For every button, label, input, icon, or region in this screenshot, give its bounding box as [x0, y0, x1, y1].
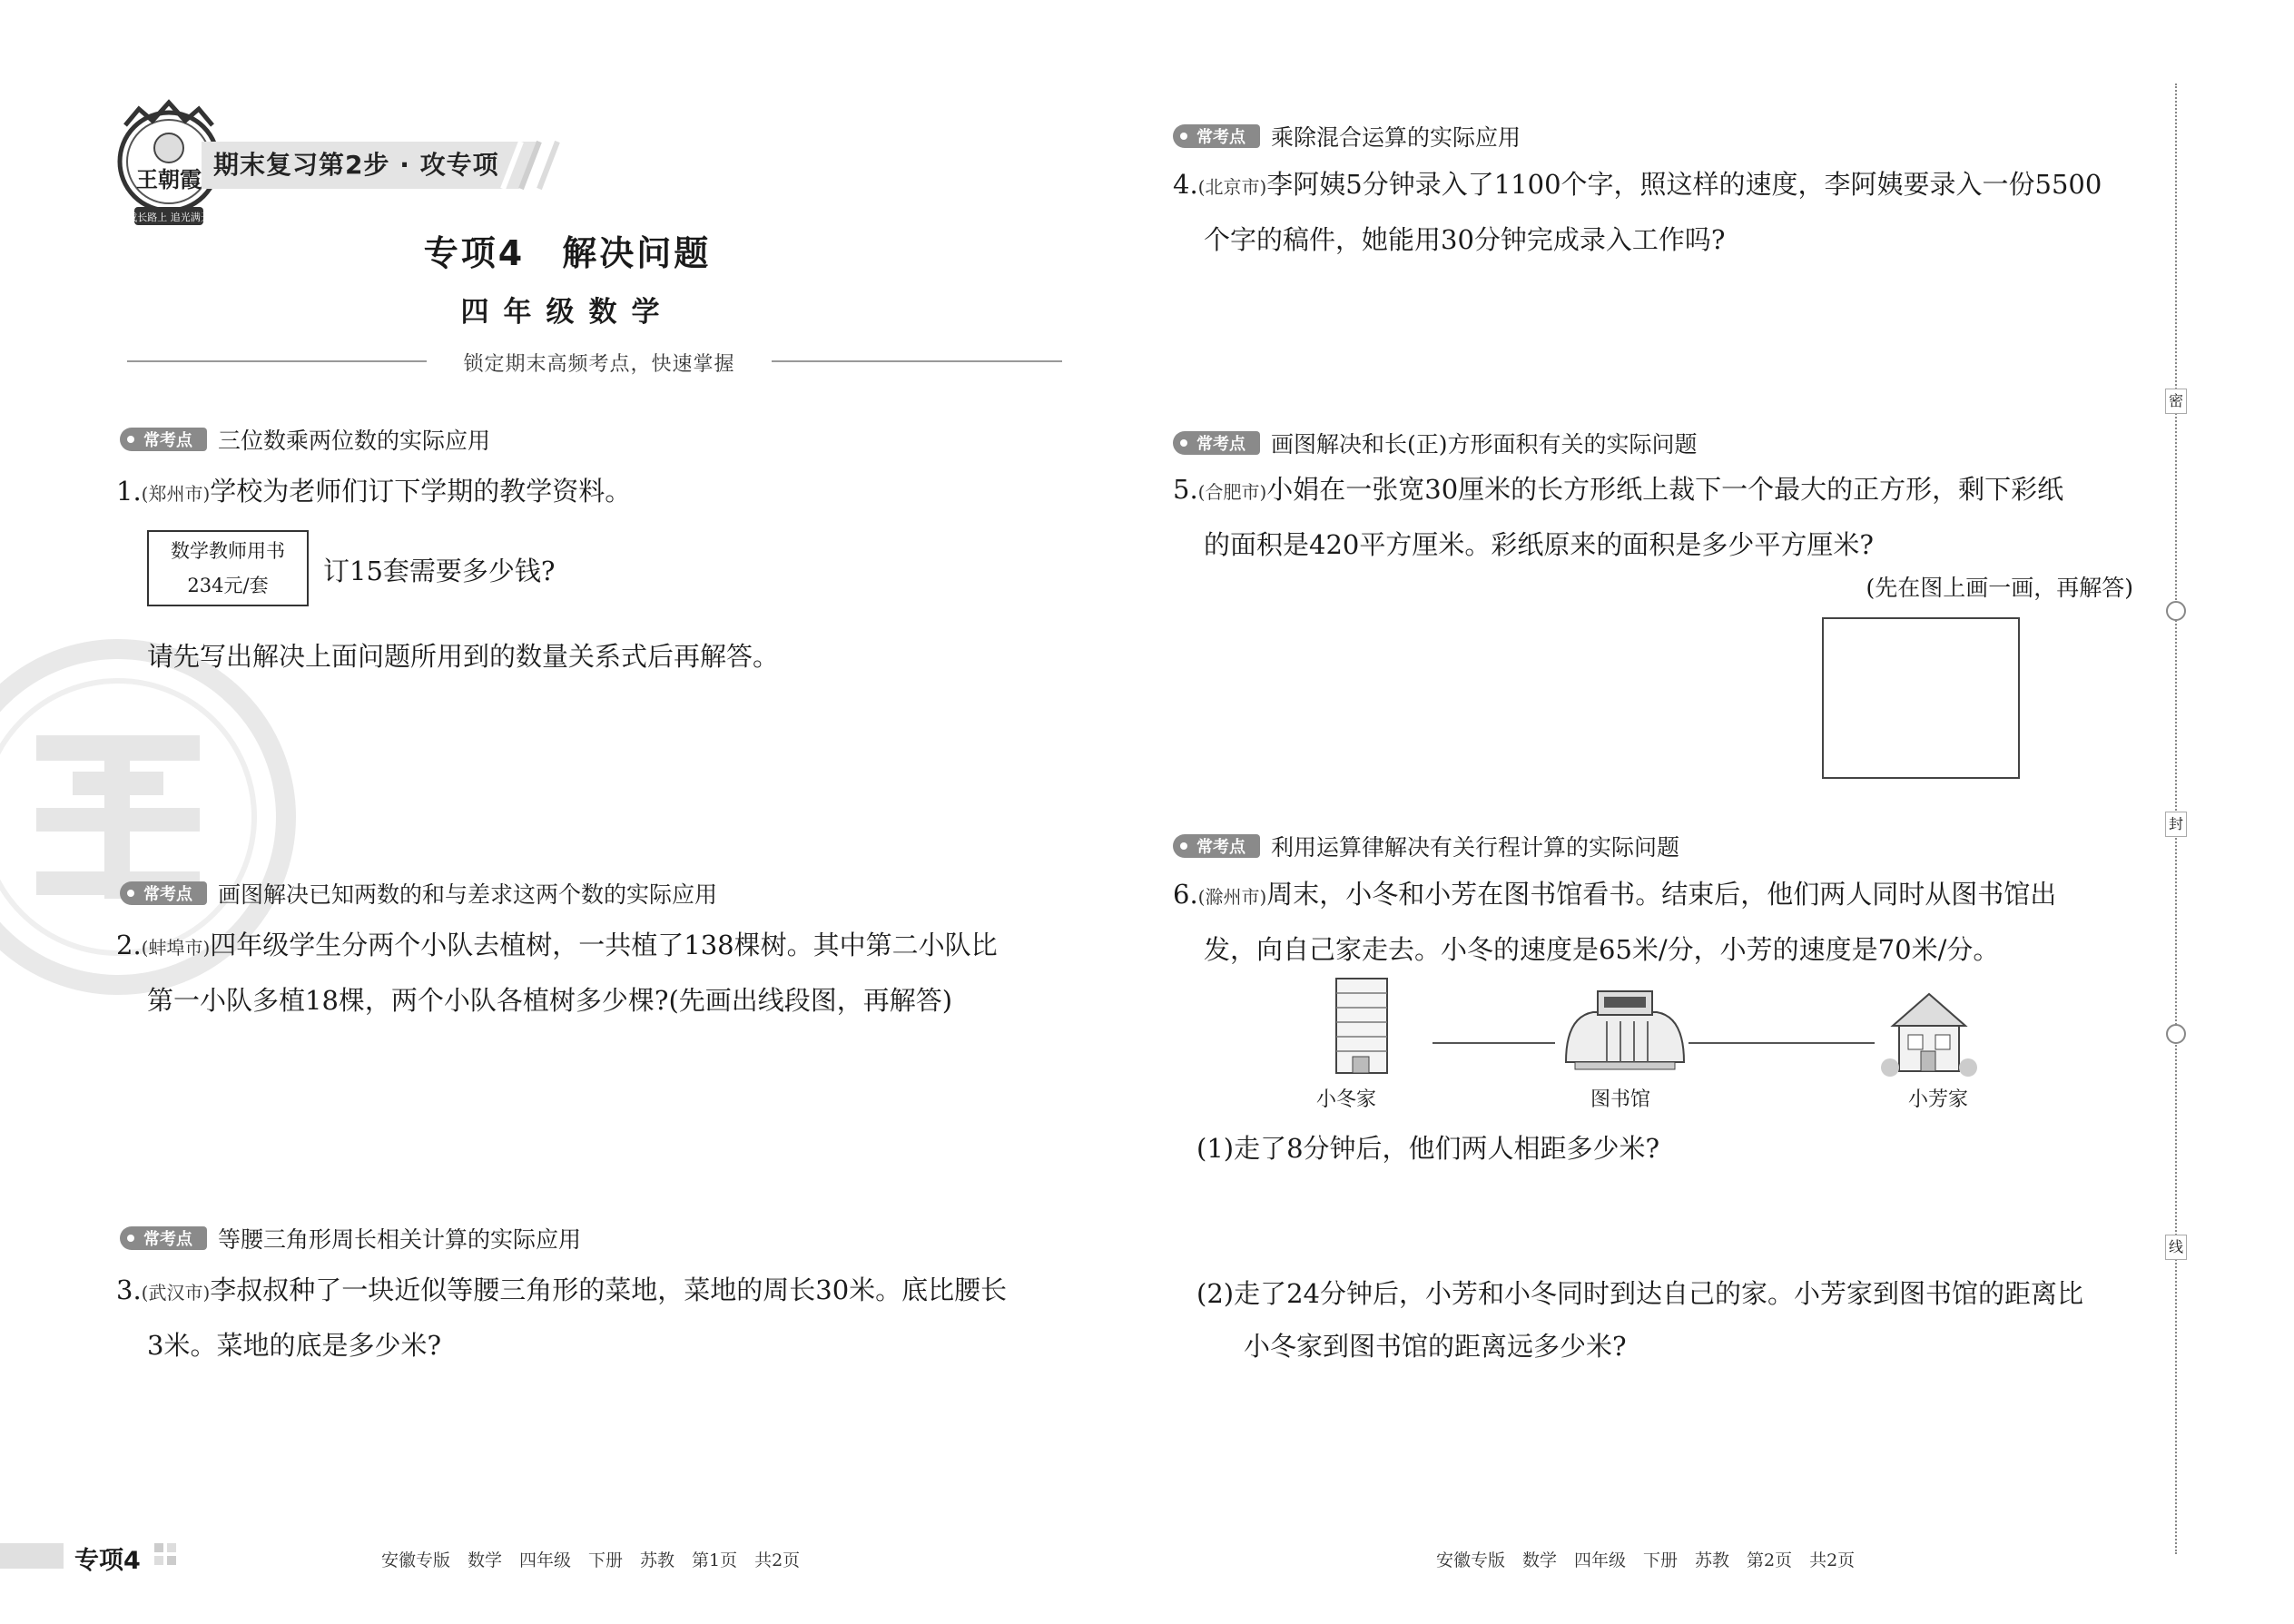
book-price: 234元/套: [187, 575, 269, 596]
footer-info-left: 安徽专版 数学 四年级 下册 苏教 第1页 共2页: [381, 1550, 801, 1570]
binding-mark-3: 线: [2165, 1235, 2187, 1260]
question-3: 3.(武汉市)李叔叔种了一块近似等腰三角形的菜地，菜地的周长30米。底比腰长 3米。菜地的底是多少米?: [116, 1264, 1097, 1372]
footer-bar: [0, 1543, 64, 1569]
tagline: 锁定期末高频考点，快速掌握: [463, 353, 735, 376]
label-xiaodong-home: 小冬家: [1316, 1088, 1377, 1111]
question-line: 的面积是420平方厘米。彩纸原来的面积是多少平方厘米?: [1204, 529, 1874, 560]
question-line: 3米。菜地的底是多少米?: [147, 1330, 441, 1361]
tag-badge: 常考点: [120, 1226, 207, 1250]
tag-badge: 常考点: [1173, 834, 1260, 858]
question-6: 6.(滁州市)周末，小冬和小芳在图书馆看书。结束后，他们两人同时从图书馆出 发，向自己家走去。小冬的速度是65米/分，小芳的速度是70米/分。: [1173, 868, 2153, 976]
binding-mark-2: 封: [2165, 812, 2187, 837]
route-line-right: [1689, 1042, 1875, 1044]
question-line: 周末，小冬和小芳在图书馆看书。结束后，他们两人同时从图书馆出: [1266, 879, 2057, 910]
question-line: 小冬家到图书馆的距离远多少米?: [1244, 1331, 1627, 1362]
label-library: 图书馆: [1590, 1088, 1651, 1111]
question-2: 2.(蚌埠市)四年级学生分两个小队去植树，一共植了138棵树。其中第二小队比 第一小队多植18棵，两个小队各植树多少棵?(先画出线段图，再解答): [116, 919, 1097, 1027]
section-topic: 三位数乘两位数的实际应用: [218, 428, 491, 454]
page-subtitle: 四年级数学: [460, 296, 674, 329]
book-price-box: [147, 530, 309, 606]
section-header-3: [120, 1222, 581, 1255]
sub-question-1: (1)走了8分钟后，他们两人相距多少米?: [1196, 1133, 1660, 1164]
building-icon: [1327, 971, 1400, 1076]
section-header-5: [1173, 427, 1698, 459]
question-line: 李叔叔种了一块近似等腰三角形的菜地，菜地的周长30米。底比腰长: [210, 1275, 1008, 1305]
question-line: 四年级学生分两个小队去植树，一共植了138棵树。其中第二小队比: [210, 930, 998, 960]
sub-question-2: [1196, 1267, 2177, 1373]
question-location: (北京市): [1197, 176, 1267, 198]
question-1: 1.(郑州市)学校为老师们订下学期的教学资料。: [116, 476, 632, 507]
banner-text: 期末复习第2步 · 攻专项: [213, 150, 499, 180]
footer-tag: 专项4: [74, 1547, 141, 1575]
section-topic: 画图解决和长(正)方形面积有关的实际问题: [1271, 431, 1698, 458]
question-line: 个字的稿件，她能用30分钟完成录入工作吗?: [1204, 224, 1726, 255]
section-header-1: [120, 423, 490, 456]
drawing-note: (先在图上画一画，再解答): [1866, 575, 2133, 601]
question-line: 李阿姨5分钟录入了1100个字，照这样的速度，李阿姨要录入一份5500: [1266, 169, 2102, 200]
question-5: 5.(合肥市)小娟在一张宽30厘米的长方形纸上裁下一个最大的正方形，剩下彩纸 的面积是420平方厘米。彩纸原来的面积是多少平方厘米?: [1173, 463, 2153, 571]
section-header-2: [120, 877, 717, 910]
footer-deco-icon: [154, 1543, 187, 1567]
binding-mark-1: 密: [2165, 389, 2187, 414]
question-line: 发，向自己家走去。小冬的速度是65米/分，小芳的速度是70米/分。: [1204, 934, 2000, 965]
label-xiaofang-home: 小芳家: [1908, 1088, 1969, 1111]
page-title: 专项4 解决问题: [423, 233, 712, 273]
section-topic: 等腰三角形周长相关计算的实际应用: [218, 1226, 582, 1253]
svg-text:王朝霞: 王朝霞: [136, 166, 202, 192]
book-question: 订15套需要多少钱?: [323, 556, 556, 586]
tag-badge: 常考点: [1173, 431, 1260, 455]
house-icon: [1879, 980, 1979, 1080]
section-topic: 画图解决已知两数的和与差求这两个数的实际应用: [218, 881, 718, 908]
question-line: 小娟在一张宽30厘米的长方形纸上裁下一个最大的正方形，剩下彩纸: [1266, 474, 2064, 505]
question-location: (合肥市): [1197, 481, 1267, 503]
question-line: 第一小队多植18棵，两个小队各植树多少棵?(先画出线段图，再解答): [147, 985, 953, 1016]
question-text: 学校为老师们订下学期的教学资料。: [210, 476, 632, 507]
question-4: 4.(北京市)李阿姨5分钟录入了1100个字，照这样的速度，李阿姨要录入一份5500 个字的稿件，她能用30分钟完成录入工作吗?: [1173, 158, 2153, 266]
book-name: 数学教师用书: [171, 540, 285, 562]
tag-badge: 常考点: [1173, 124, 1260, 148]
section-header-4: [1173, 120, 1521, 153]
tagline-rule-right: [772, 360, 1062, 362]
footer-info-right: 安徽专版 数学 四年级 下册 苏教 第2页 共2页: [1436, 1550, 1856, 1570]
section-header-6: [1173, 830, 1679, 862]
section-topic: 利用运算律解决有关行程计算的实际问题: [1271, 834, 1680, 861]
route-line-left: [1433, 1042, 1555, 1044]
binding-hole-1: [2166, 601, 2186, 621]
question-line: (2)走了24分钟后，小芳和小冬同时到达自己的家。小芳家到图书馆的距离比: [1196, 1278, 2083, 1309]
question-location: (滁州市): [1197, 886, 1267, 908]
drawing-rectangle: [1822, 617, 2020, 779]
binding-hole-2: [2166, 1024, 2186, 1044]
library-icon: [1557, 980, 1693, 1080]
section-topic: 乘除混合运算的实际应用: [1271, 124, 1521, 151]
tag-badge: 常考点: [120, 881, 207, 905]
question-location: (武汉市): [141, 1282, 211, 1304]
tagline-rule-left: [127, 360, 427, 362]
svg-text:成长路上 追光满天: 成长路上 追光满天: [127, 212, 211, 223]
question-location: (蚌埠市): [141, 937, 211, 959]
instruction-text: 请先写出解决上面问题所用到的数量关系式后再解答。: [147, 641, 780, 672]
tag-badge: 常考点: [120, 428, 207, 451]
question-location: (郑州市): [141, 483, 211, 505]
